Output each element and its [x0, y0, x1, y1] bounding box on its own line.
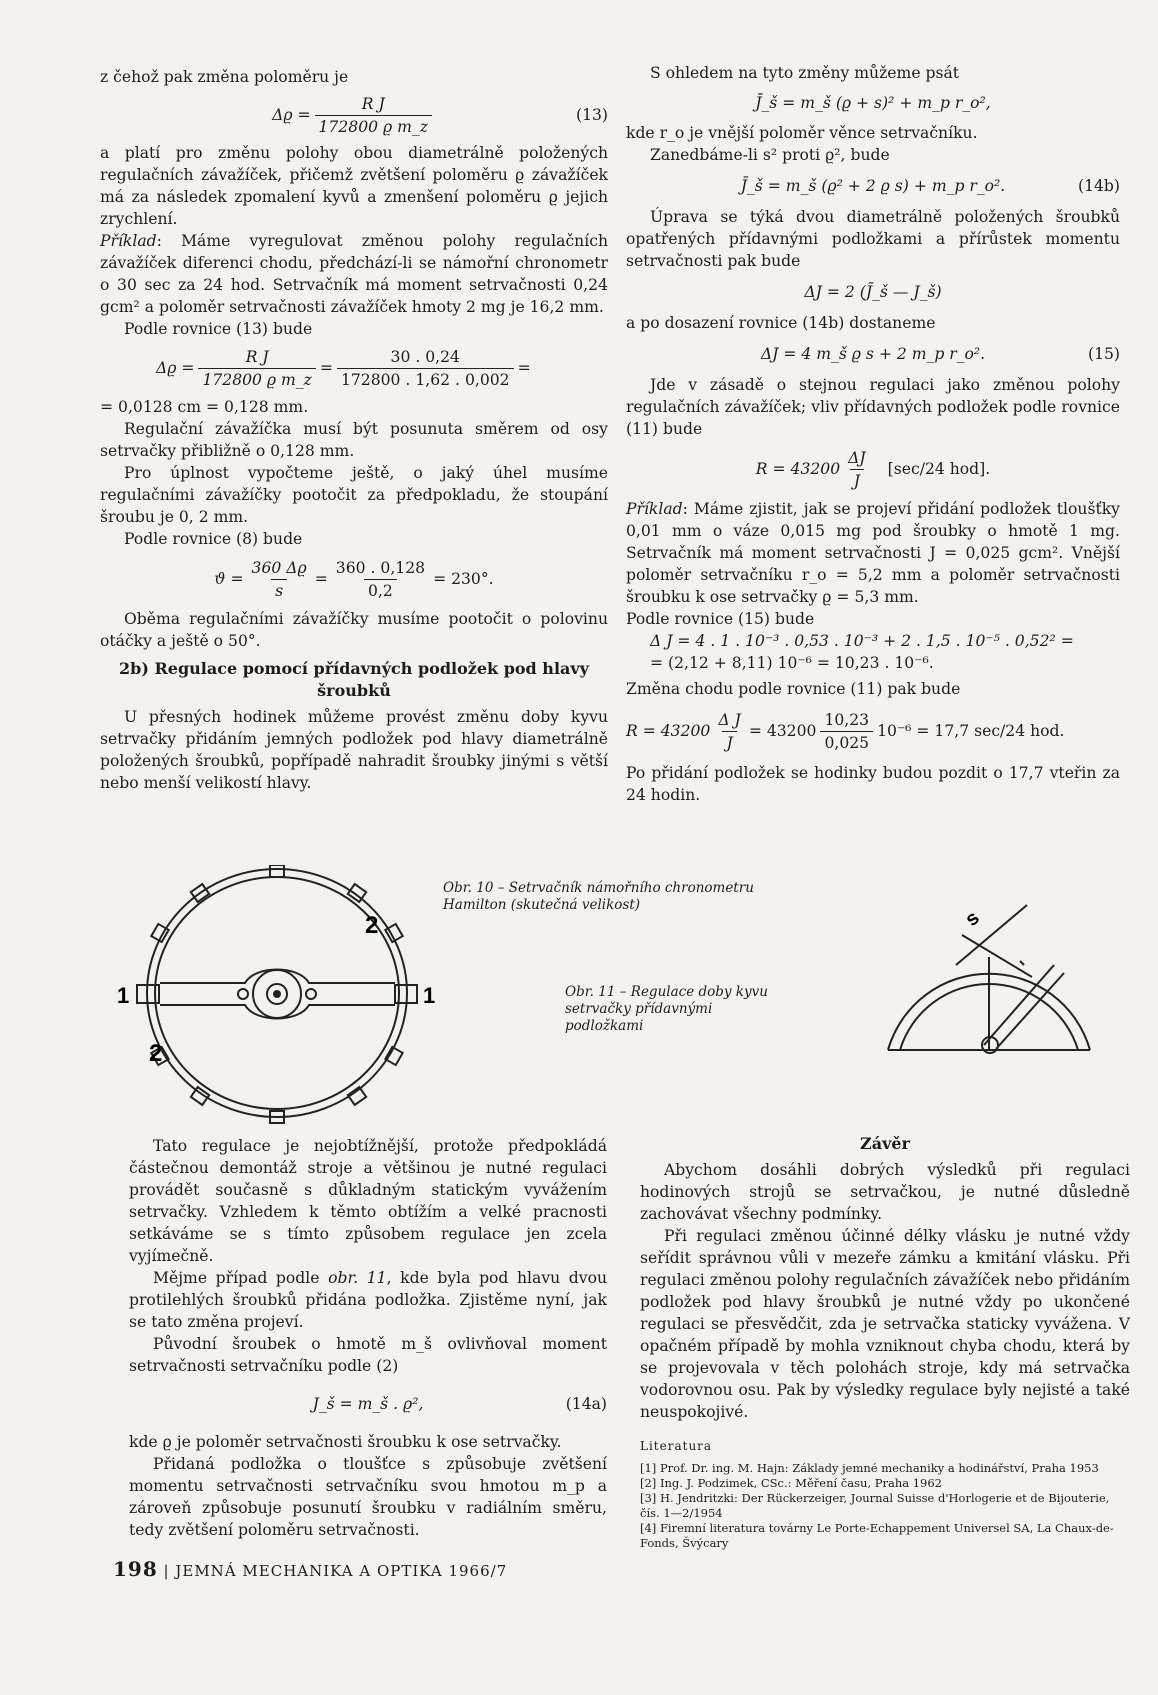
paragraph: Oběma regulačními závažíčky musíme pootočit o polovinu otáčky a ještě o 50°.	[100, 610, 608, 650]
reference-item: [1] Prof. Dr. ing. M. Hajn: Základy jemné mechaniky a hodinářství, Praha 1953	[640, 1461, 1099, 1475]
paragraph: Jde v zásadě o stejnou regulaci jako změnou polohy regulačních závažíček; vliv přídavných podložek podle rovnice (11) bude	[626, 376, 1120, 438]
paragraph: z čehož pak změna poloměru je	[100, 68, 349, 86]
paragraph: Při regulaci změnou účinné délky vlásku je nutné vždy seřídit správnou vůli v mezeře zámku a kmitání vlásku. Při regulaci změnou polohy regulačních závažíček nebo přidáním podložek pod hlavy šroubků je nutné vždy po ukončené regulaci se přesvědčit, zda je setrvačka staticky vyvážena. V opačném případě by mohla vzniknout chyba chodu, která by se projevovala v těch polohách stroje, kdy má setrvačka vodorovnou osu. Pak by výsledky regulace byly nejisté a také neuspokojivé.	[640, 1227, 1130, 1421]
figure-10-caption: Obr. 10 – Setrvačník námořního chronometru Hamilton (skutečná velikost)	[443, 880, 754, 913]
paragraph: Podle rovnice (13) bude	[124, 320, 313, 338]
equation: ΔJ = 2 (J̄_š — J_š)	[804, 283, 942, 301]
fig10-label-2: 2	[149, 1040, 163, 1067]
paragraph: Mějme případ podle obr. 11, kde byla pod hlavu dvou protilehlých šroubků přidána podložka. Zjistěme nyní, jak se tato změna projeví.	[129, 1269, 608, 1331]
paragraph: Podle rovnice (8) bude	[124, 530, 303, 548]
figure-10-balance-wheel	[115, 865, 455, 1140]
paragraph: Změna chodu podle rovnice (11) pak bude	[626, 680, 961, 698]
paragraph: Po přidání podložek se hodinky budou pozdit o 17,7 vteřin za 24 hodin.	[626, 764, 1120, 804]
left-column	[100, 66, 608, 794]
paragraph: Pro úplnost vypočteme ještě, o jaký úhel musíme regulačními závažíčky pootočit za předpokladu, že stoupání šroubu je 0, 2 mm.	[100, 464, 608, 526]
conclusion-heading: Závěr	[860, 1134, 910, 1153]
equation-13: Δϱ = $\frac{\text{R J}}{\text{172800 ϱ m\_z}}$ (13)	[272, 94, 608, 136]
equation: Δ J = 4 . 1 . 10⁻³ . 0,53 . 10⁻³ + 2 . 1,5 . 10⁻⁵ . 0,52² =	[650, 632, 1074, 650]
equation-R2: R = 43200 $\frac{\text{Δ J}}{J}$ = 43200 $\frac{10,23}{0,025}$ 10⁻⁶ = 17,7 sec/24 hod.	[626, 710, 1065, 752]
reference-item: [4] Firemní literatura továrny Le Porte-Echappement Universel SA, La Chaux-de-Fonds, Švýcary	[640, 1521, 1114, 1550]
paragraph: Přidaná podložka o tloušťce s způsobuje zvětšení momentu setrvačnosti setrvačníku svou hmotou m_p a zároveň způsobuje posunutí šroubku v radiálním směru, tedy zvětšení poloměru setrvačnosti.	[129, 1455, 607, 1539]
conclusion-column	[640, 1127, 1130, 1551]
paragraph: U přesných hodinek můžeme provést změnu doby kyvu setrvačky přidáním jemných podložek pod hlavy diametrálně položených šroubků, popřípadě nahradit šroubky jinými s větší nebo menší velikostí hlavy.	[100, 708, 608, 792]
paragraph: kde r_o je vnější poloměr věnce setrvačníku.	[626, 124, 978, 142]
equation-theta: ϑ = $\frac{360 \Delta ϱ}{s}$ = $\frac{360 . 0,128}{0,2}$ = 230°.	[214, 558, 494, 600]
equation-number: (13)	[575, 106, 608, 124]
equation-14b: J̄_š = m_š (ϱ² + 2 ϱ s) + m_p r_o². (14b)	[740, 177, 1120, 195]
paragraph: Příklad: Máme vyregulovat změnou polohy regulačních závažíček diferenci chodu, předchází-li se námořní chronometr o 30 sec za 24 hod. Setrvačník má moment setrvačnosti 0,24 gcm² a poloměr setrvačnosti závažíček hmoty 2 mg je 16,2 mm.	[100, 232, 608, 316]
equation: J̄_š = m_š (ϱ + s)² + m_p r_o²,	[755, 94, 991, 112]
references-title: Literatura	[640, 1439, 713, 1453]
figure-11-washer-diagram	[872, 895, 1097, 1060]
left-column-bottom	[129, 1135, 607, 1541]
equation-R: R = 43200 $\frac{\Delta J}{J}$ [sec/24 hod].	[755, 448, 991, 490]
paragraph: Úprava se týká dvou diametrálně položených šroubků opatřených přídavnými podložkami a přírůstek momentu setrvačnosti pak bude	[626, 208, 1120, 270]
equation: = (2,12 + 8,11) 10⁻⁶ = 10,23 . 10⁻⁶.	[650, 654, 934, 672]
equation-15: ΔJ = 4 m_š ϱ s + 2 m_p r_o². (15)	[760, 345, 1120, 363]
page-footer: 198 | JEMNÁ MECHANIKA A OPTIKA 1966/7	[113, 1557, 508, 1581]
paragraph: Regulační závažíčka musí být posunuta směrem od osy setrvačky přibližně o 0,128 mm.	[100, 420, 608, 460]
paragraph: Příklad: Máme zjistit, jak se projeví přidání podložek tloušťky 0,01 mm o váze 0,015 mg pod šroubky o hmotě 1 mg. Setrvačník má moment setrvačnosti J = 0,025 gcm². Vnější poloměr setrvačníku r_o = 5,2 mm a poloměr setrvačnosti šroubku k ose setrvačky ϱ = 5,3 mm.	[626, 500, 1120, 606]
page-number: 198	[113, 1557, 158, 1581]
fig10-label-1: 1	[117, 983, 130, 1008]
paragraph: a platí pro změnu polohy obou diametrálně položených regulačních závažíček, přičemž zvětšení poloměru ϱ závažíček má za následek zpomalení kyvů a zmenšení poloměru ϱ jejich zrychlení.	[100, 144, 608, 228]
paragraph: = 0,0128 cm = 0,128 mm.	[100, 398, 309, 416]
figure-11-caption: Obr. 11 – Regulace doby kyvu setrvačky přídavnými podložkami	[565, 984, 768, 1034]
equation-example: Δϱ = $\frac{\text{R J}}{\text{172800 ϱ m\_z}}$ = $\frac{30 . 0,24}{172800 . 1,62 . 0,002}$ =	[156, 347, 531, 389]
paragraph: S ohledem na tyto změny můžeme psát	[650, 64, 960, 82]
fig10-label-2: 2	[365, 912, 379, 939]
paragraph: Podle rovnice (15) bude	[626, 610, 815, 628]
equation-14a: J_š = m_š . ϱ², (14a)	[312, 1395, 607, 1413]
paragraph: Abychom dosáhli dobrých výsledků při regulaci hodinových strojů se setrvačkou, je nutné důsledně zachovávat všechny podmínky.	[640, 1161, 1130, 1223]
fig10-label-1: 1	[423, 983, 436, 1008]
fig11-label-s: s	[961, 906, 984, 931]
reference-item: [3] H. Jendritzki: Der Rückerzeiger, Journal Suisse d'Horlogerie et de Bijouterie, čís. 1—2/1954	[640, 1491, 1110, 1520]
paragraph: Tato regulace je nejobtížnější, protože předpokládá částečnou demontáž stroje a většinou je nutné regulaci provádět současně s důkladným statickým vyvážením setrvačky. Vzhledem k těmto obtížím a velké pracnosti setkáváme se s tímto způsobem regulace jen zcela vyjímečně.	[129, 1137, 607, 1265]
right-column	[626, 62, 1120, 806]
section-heading: 2b) Regulace pomocí přídavných podložek pod hlavy šroubků	[119, 659, 589, 700]
paragraph: a po dosazení rovnice (14b) dostaneme	[626, 314, 936, 332]
paragraph: Zanedbáme-li s² proti ϱ², bude	[650, 146, 890, 164]
paragraph: kde ϱ je poloměr setrvačnosti šroubku k ose setrvačky.	[129, 1433, 562, 1451]
journal-name: JEMNÁ MECHANIKA A OPTIKA 1966/7	[175, 1562, 508, 1580]
reference-item: [2] Ing. J. Podzimek, CSc.: Měření času, Praha 1962	[640, 1476, 942, 1490]
paragraph: Původní šroubek o hmotě m_š ovlivňoval moment setrvačnosti setrvačníku podle (2)	[129, 1335, 607, 1375]
